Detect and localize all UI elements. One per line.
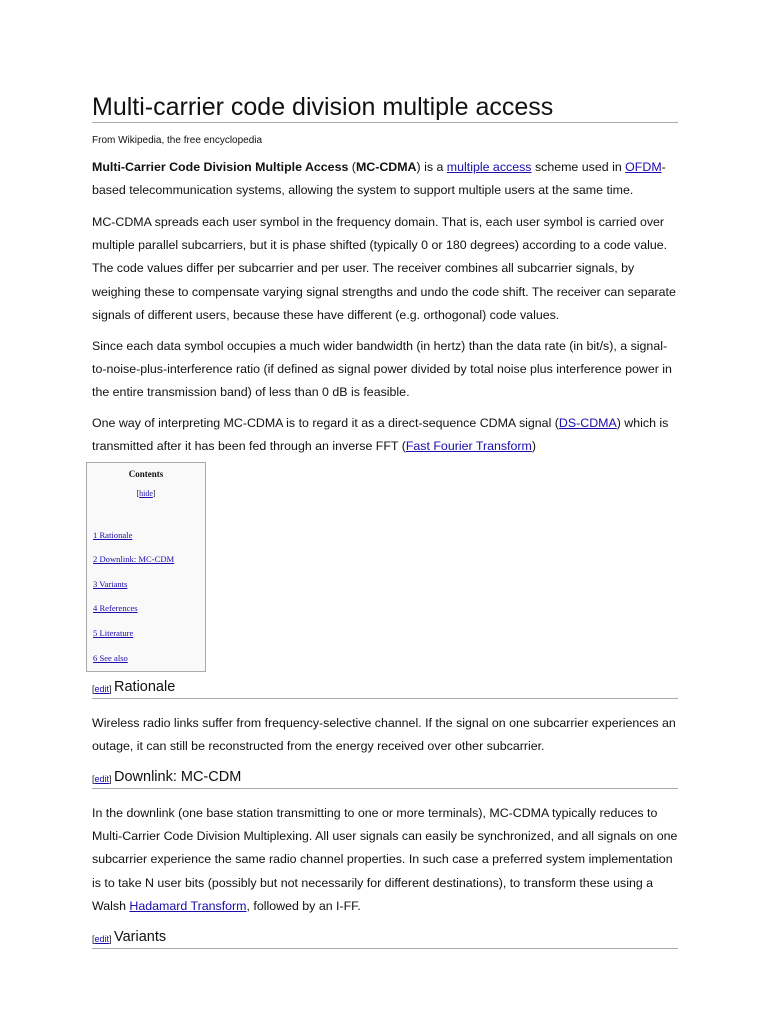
text: ) is a — [416, 160, 447, 174]
toc-item-rationale[interactable]: 1 Rationale — [93, 530, 133, 540]
section-header-downlink — [92, 766, 678, 789]
text: ) — [531, 439, 536, 454]
toc-hide-link[interactable]: hide — [139, 489, 153, 498]
intro-paragraph — [92, 156, 678, 202]
table-of-contents — [86, 462, 206, 672]
bracket: ] — [109, 684, 112, 694]
section-header-variants — [92, 926, 678, 949]
page-title: Multi-carrier code division multiple access — [92, 92, 678, 123]
multiple-access-link[interactable]: multiple access — [446, 160, 532, 174]
bracket: ] — [109, 774, 112, 784]
tagline: From Wikipedia, the free encyclopedia — [92, 135, 263, 146]
section-heading-downlink: Downlink: MC-CDM — [114, 769, 242, 785]
edit-variants-link[interactable]: edit — [94, 934, 110, 944]
edit-downlink-link[interactable]: edit — [94, 774, 110, 784]
toc-item-see-also[interactable]: 6 See also — [93, 653, 128, 663]
paragraph-interpretation — [92, 412, 678, 458]
fft-link[interactable]: Fast Fourier Transform — [405, 439, 532, 454]
bracket: [ — [92, 774, 95, 784]
toc-toggle — [87, 489, 205, 498]
text: -based telecommunication systems, allowing the system to support multiple users at the same time. — [92, 160, 666, 198]
abbr-bold: MC-CDMA — [355, 160, 417, 174]
bracket: [ — [136, 489, 140, 498]
text: ) which is transmitted after it has been fed through an inverse FFT ( — [92, 416, 669, 454]
paragraph-downlink — [92, 802, 678, 918]
hadamard-transform-link[interactable]: Hadamard Transform — [129, 898, 247, 913]
toc-item-references[interactable]: 4 References — [93, 603, 138, 613]
bracket: ] — [109, 934, 112, 944]
toc-item-variants[interactable]: 3 Variants — [93, 579, 128, 589]
paragraph-rationale: Wireless radio links suffer from frequency-selective channel. If the signal on one subcarrier experiences an outage, it can still be reconstructed from the energy received over other subcarrier. — [92, 716, 676, 754]
toc-item-downlink[interactable]: 2 Downlink: MC-CDM — [93, 554, 175, 564]
bracket: ] — [152, 489, 156, 498]
ofdm-link[interactable]: OFDM — [625, 160, 662, 174]
term-bold: Multi-Carrier Code Division Multiple Access — [92, 160, 349, 174]
bracket: [ — [92, 684, 95, 694]
ds-cdma-link[interactable]: DS-CDMA — [558, 416, 617, 430]
edit-control — [92, 684, 112, 694]
text: One way of interpreting MC-CDMA is to regard it as a direct-sequence CDMA signal ( — [92, 416, 559, 430]
bracket: [ — [92, 934, 95, 944]
text: In the downlink (one base station transmitting to one or more terminals), MC-CDMA typically reduces to Multi-Carrier Code Division Multiplexing. All user signals can easily be synchronized, and all signals on one subcarrier experience the same radio channel properties. In such case a preferred system implementation is to take N user bits (possibly but not necessarily for different destinations), to transform these using a Walsh — [92, 806, 678, 913]
edit-rationale-link[interactable]: edit — [94, 684, 110, 694]
section-heading-rationale: Rationale — [114, 679, 176, 695]
text: scheme used in — [531, 160, 626, 174]
section-heading-variants: Variants — [114, 929, 167, 945]
paragraph-bandwidth: Since each data symbol occupies a much wider bandwidth (in hertz) than the data rate (in bit/s), a signal-to-noise-plus-interference ratio (if defined as signal power divided by total noise plus interference power in the entire transmission band) of less than 0 dB is feasible. — [92, 339, 672, 400]
toc-item-literature[interactable]: 5 Literature — [93, 628, 134, 638]
edit-control — [92, 774, 112, 784]
text: ( — [348, 160, 356, 174]
paragraph-spreading: MC-CDMA spreads each user symbol in the frequency domain. That is, each user symbol is carried over multiple parallel subcarriers, but it is phase shifted (typically 0 or 180 degrees) according to a code value. The code values differ per subcarrier and per user. The receiver combines all subcarrier signals, by weighing these to compensate varying signal strengths and undo the code shift. The receiver can separate signals of different users, because these have different (e.g. orthogonal) code values. — [92, 215, 676, 322]
section-header-rationale — [92, 676, 678, 699]
toc-title: Contents — [128, 469, 164, 479]
text: , followed by an I-FF. — [246, 898, 361, 913]
edit-control — [92, 934, 112, 944]
